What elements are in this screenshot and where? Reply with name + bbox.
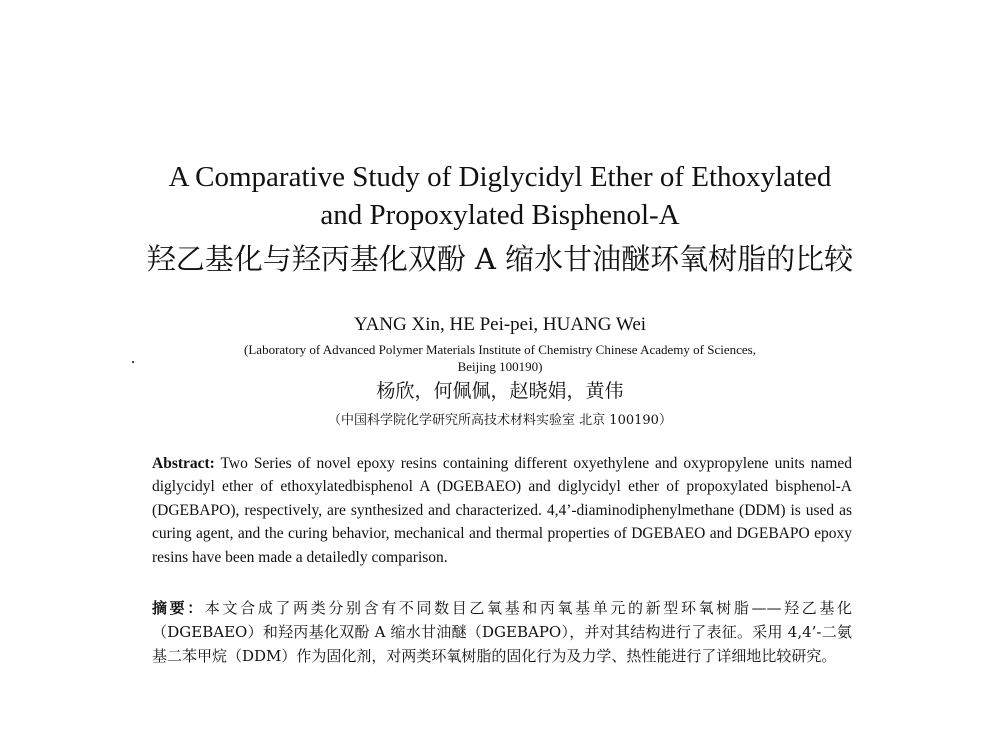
english-authors: YANG Xin, HE Pei-pei, HUANG Wei: [353, 314, 647, 335]
chinese-authors: 杨欣，何佩佩，赵晓娟，黄伟: [376, 380, 624, 402]
chinese-abstract-text: 本文合成了两类分别含有不同数目乙氧基和丙氧基单元的新型环氧树脂——羟乙基化（DGEBAEO）和羟丙基化双酚 A 缩水甘油醚（DGEBAPO），并对其结构进行了表征。采用 4,4’-二氨基二苯甲烷（DDM）作为固化剂，对两类环氧树脂的固化行为及力学、热性能进行了详细地比较研究。: [152, 599, 852, 665]
english-title: [100, 158, 900, 234]
english-affiliation-line2: Beijing 100190): [457, 359, 543, 374]
english-title-line2: and Propoxylated Bisphenol-A: [320, 199, 680, 231]
english-affiliation: [170, 341, 830, 375]
chinese-abstract-label: 摘要：: [152, 599, 205, 617]
english-abstract: [152, 452, 852, 569]
english-title-line1: A Comparative Study of Diglycidyl Ether of Ethoxylated: [168, 161, 832, 193]
scan-speck: [132, 361, 134, 363]
chinese-affiliation: （中国科学院化学研究所高技术材料实验室 北京 100190）: [328, 413, 672, 428]
chinese-abstract: [152, 596, 852, 668]
english-abstract-text: Two Series of novel epoxy resins containing different oxyethylene and oxypropylene units named diglycidyl ether of ethoxylatedbisphenol A (DGEBAEO) and diglycidyl ether of propoxylated bisphenol-A (DGEBAPO), respectively, are synthesized and characterized. 4,4’-diaminodiphenylmethane (DDM) is used as curing agent, and the curing behavior, mechanical and thermal properties of DGEBAEO and DGEBAPO epoxy resins have been made a detailedly comparison.: [152, 455, 852, 566]
english-abstract-label: Abstract:: [152, 455, 215, 472]
chinese-title: 羟乙基化与羟丙基化双酚 A 缩水甘油醚环氧树脂的比较: [146, 242, 854, 276]
english-affiliation-line1: (Laboratory of Advanced Polymer Materials Institute of Chemistry Chinese Academy of Sciences,: [244, 342, 756, 357]
